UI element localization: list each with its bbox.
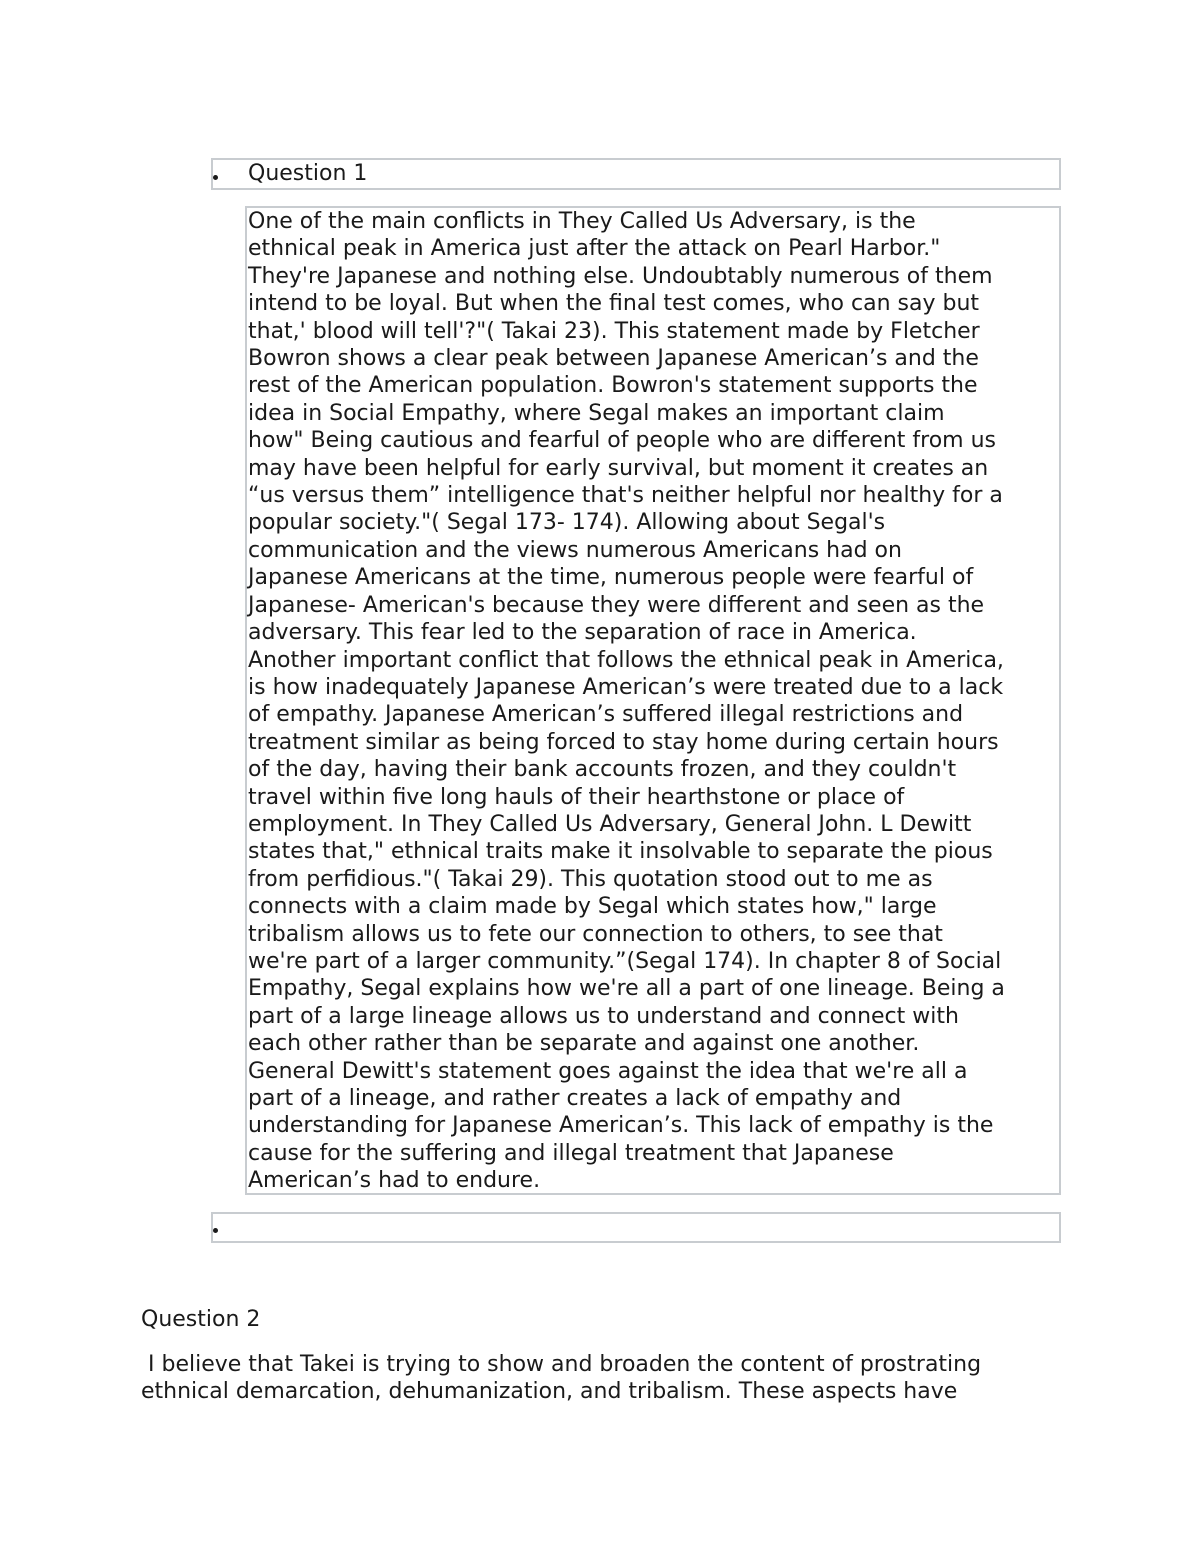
- question-2-label: Question 2: [141, 1307, 261, 1332]
- answer-line: employment. In They Called Us Adversary, General John. L Dewitt: [248, 811, 972, 837]
- answer-line: is how inadequately Japanese American’s were treated due to a lack: [248, 674, 1004, 700]
- question-1-label: Question 1: [248, 161, 368, 186]
- answer-line: Japanese Americans at the time, numerous people were fearful of: [248, 565, 974, 591]
- answer-line: from perfidious."( Takai 29). This quotation stood out to me as: [248, 866, 933, 892]
- answer-line: They're Japanese and nothing else. Undoubtably numerous of them: [248, 263, 993, 289]
- answer-line: cause for the suffering and illegal treatment that Japanese: [248, 1140, 894, 1166]
- empty-list-row: [211, 1212, 1061, 1243]
- answer-line: Bowron shows a clear peak between Japanese American’s and the: [248, 346, 979, 372]
- answer-line: intend to be loyal. But when the final test comes, who can say but: [248, 291, 980, 317]
- answer-line: treatment similar as being forced to stay home during certain hours: [248, 729, 999, 755]
- answer-line: connects with a claim made by Segal which states how," large: [248, 894, 937, 920]
- bullet-icon: [213, 175, 218, 180]
- answer-line: ethnical demarcation, dehumanization, and tribalism. These aspects have: [141, 1379, 958, 1405]
- question-1-answer-text: [248, 208, 1063, 1195]
- bullet-icon: [213, 1228, 218, 1233]
- answer-line: Another important conflict that follows the ethnical peak in America,: [248, 647, 1004, 673]
- answer-line: that,' blood will tell'?"( Takai 23). This statement made by Fletcher: [248, 318, 980, 344]
- answer-line: “us versus them” intelligence that's neither helpful nor healthy for a: [248, 483, 1003, 509]
- answer-line: General Dewitt's statement goes against the idea that we're all a: [248, 1058, 968, 1084]
- answer-line: adversary. This fear led to the separation of race in America.: [248, 620, 917, 646]
- question-2-answer-text: [141, 1351, 981, 1406]
- answer-line: tribalism allows us to fete our connection to others, to see that: [248, 921, 943, 947]
- answer-line: Empathy, Segal explains how we're all a part of one lineage. Being a: [248, 976, 1005, 1002]
- answer-line: each other rather than be separate and against one another.: [248, 1031, 920, 1057]
- answer-line: American’s had to endure.: [248, 1168, 541, 1194]
- answer-line: of empathy. Japanese American’s suffered illegal restrictions and: [248, 702, 964, 728]
- answer-line: popular society."( Segal 173- 174). Allowing about Segal's: [248, 510, 886, 536]
- answer-line: I believe that Takei is trying to show and broaden the content of prostrating: [141, 1352, 982, 1377]
- answer-line: part of a large lineage allows us to understand and connect with: [248, 1003, 959, 1029]
- answer-line: may have been helpful for early survival, but moment it creates an: [248, 455, 989, 481]
- answer-line: rest of the American population. Bowron's statement supports the: [248, 373, 978, 399]
- answer-line: ethnical peak in America just after the attack on Pearl Harbor.": [248, 236, 941, 262]
- answer-line: One of the main conflicts in They Called Us Adversary, is the: [248, 209, 916, 234]
- answer-line: travel within five long hauls of their hearthstone or place of: [248, 784, 905, 810]
- answer-line: of the day, having their bank accounts frozen, and they couldn't: [248, 757, 957, 783]
- answer-line: Japanese- American's because they were different and seen as the: [248, 592, 985, 618]
- answer-line: idea in Social Empathy, where Segal makes an important claim: [248, 400, 945, 426]
- answer-line: part of a lineage, and rather creates a lack of empathy and: [248, 1086, 902, 1111]
- answer-line: communication and the views numerous Americans had on: [248, 537, 902, 563]
- answer-line: we're part of a larger community.”(Segal 174). In chapter 8 of Social: [248, 948, 1002, 974]
- answer-line: how" Being cautious and fearful of people who are different from us: [248, 428, 996, 454]
- answer-line: understanding for Japanese American’s. This lack of empathy is the: [248, 1113, 994, 1139]
- answer-line: states that," ethnical traits make it insolvable to separate the pious: [248, 839, 993, 865]
